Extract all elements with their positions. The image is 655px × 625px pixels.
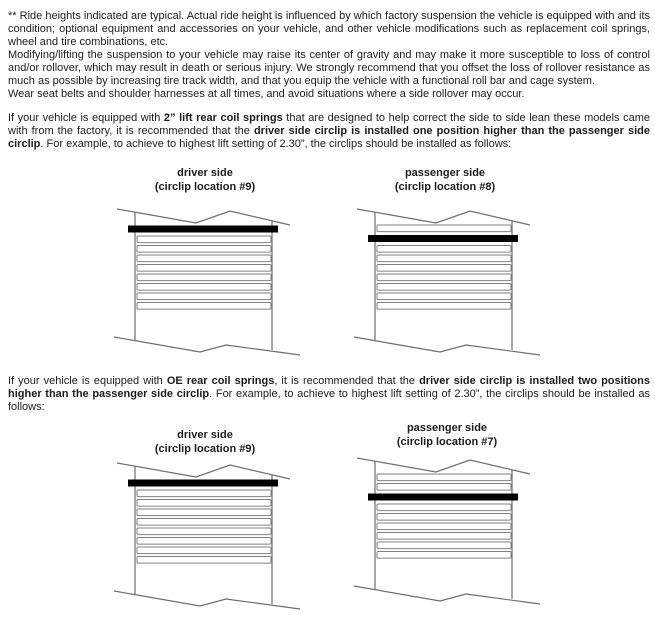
label-oe-passenger-subtitle: (circlip location #7) [396, 436, 498, 448]
label-lift-driver-subtitle: (circlip location #9) [154, 181, 256, 193]
label-oe-driver-subtitle: (circlip location #9) [154, 443, 256, 455]
label-oe-passenger-title: passenger side [406, 422, 488, 434]
lift-springs-intro-block [8, 112, 650, 151]
label-oe-driver-title: driver side [177, 429, 233, 441]
label-lift-passenger-subtitle: (circlip location #8) [394, 181, 496, 193]
label-lift-driver-side [90, 166, 320, 194]
label-lift-passenger-title: passenger side [404, 167, 486, 179]
paragraph-ride-heights-note: ** Ride heights indicated are typical. Actual ride height is influenced by which factory suspension the vehicle is equipped with and its condition; optional equipment and accessories on your vehicle, and other vehicle modifications such as replacement coil springs, wheel and tire combinations, etc. [8, 10, 650, 48]
coil-spring-diagram-lift-driver [112, 199, 302, 359]
paragraph-lift-springs-intro: If your vehicle is equipped with 2” lift rear coil springs that are designed to help correct the side to side lean these models came with from the factory, it is recommended that the driver side circlip is installed one position higher than the passenger side circlip. For example, to achieve to highest lift setting of 2.30”, the circlips should be installed as follows: [8, 112, 650, 150]
oe-springs-intro-block [8, 375, 650, 414]
coil-spring-diagram-lift-passenger [352, 199, 542, 359]
label-lift-passenger-side [330, 166, 560, 194]
label-lift-driver-title: driver side [177, 167, 233, 179]
coil-spring-diagram-oe-driver [112, 453, 302, 613]
paragraph-seat-belts: Wear seat belts and shoulder harnesses at all times, and avoid situations where a side rollover may occur. [8, 88, 525, 100]
label-oe-driver-side [90, 428, 320, 456]
paragraph-oe-springs-intro: If your vehicle is equipped with OE rear coil springs, it is recommended that the driver side circlip is installed two positions higher than the passenger side circlip. For example, to achieve to highest lift setting of 2.30”, the circlips should be installed as follows: [8, 375, 650, 413]
coil-spring-diagram-oe-passenger [352, 448, 542, 608]
label-oe-passenger-side [332, 421, 562, 449]
ride-height-notes-block [8, 10, 650, 101]
paragraph-modifying-warning: Modifying/lifting the suspension to your vehicle may raise its center of gravity and may make it more susceptible to loss of control and/or rollover, which may result in death or serious injury. We strongly recommend that you offset the loss of rollover resistance as much as possible by increasing tire track width, and that you equip the vehicle with a functional roll bar and cage system. [8, 49, 650, 87]
